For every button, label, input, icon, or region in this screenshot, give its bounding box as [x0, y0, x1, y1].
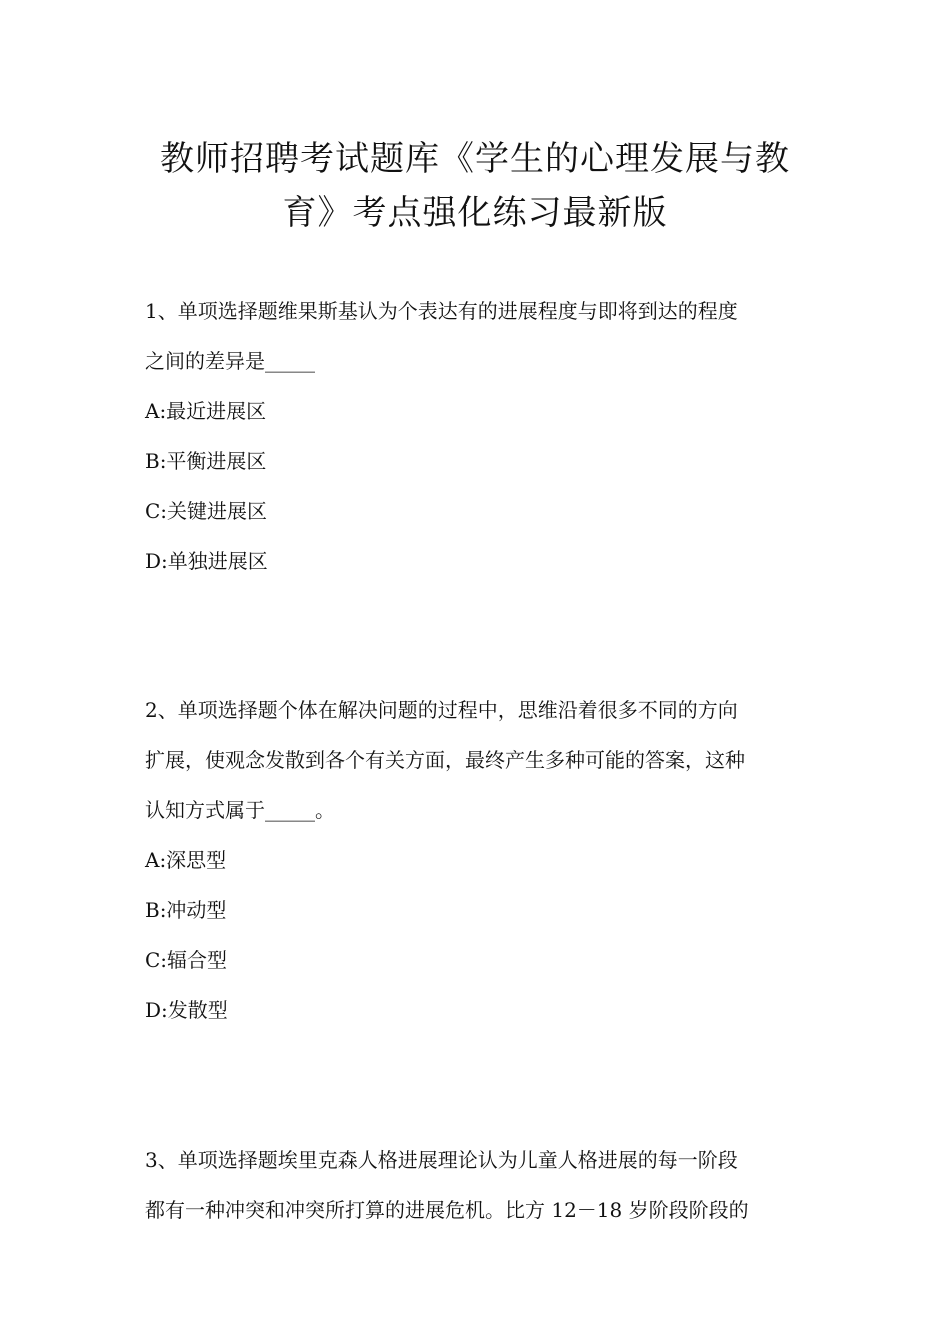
question-1: [145, 286, 815, 586]
title-line: 教师招聘考试题库《学生的心理发展与教: [160, 139, 790, 179]
option-a: A:深思型: [145, 848, 227, 872]
option-c: C:辐合型: [145, 948, 228, 972]
question-text-line: 扩展，使观念发散到各个有关方面，最终产生多种可能的答案，这种: [145, 748, 745, 772]
option-c: C:关键进展区: [145, 499, 268, 523]
question-text-line: 1、单项选择题维果斯基认为个表达有的进展程度与即将到达的程度: [145, 299, 738, 323]
option-a: A:最近进展区: [145, 399, 267, 423]
question-text-line: 都有一种冲突和冲突所打算的进展危机。比方 12－18 岁阶段阶段的: [145, 1198, 749, 1222]
option-b: B:平衡进展区: [145, 449, 267, 473]
question-text-line: 之间的差异是_____: [145, 349, 315, 373]
question-2: [145, 685, 815, 1035]
question-3: [145, 1135, 815, 1235]
option-d: D:单独进展区: [145, 549, 268, 573]
question-text-line: 认知方式属于_____。: [145, 798, 335, 822]
question-text-line: 2、单项选择题个体在解决问题的过程中，思维沿着很多不同的方向: [145, 698, 738, 722]
option-b: B:冲动型: [145, 898, 227, 922]
document-title: [120, 132, 830, 240]
option-d: D:发散型: [145, 998, 228, 1022]
title-line: 育》考点强化练习最新版: [282, 193, 668, 233]
question-text-line: 3、单项选择题埃里克森人格进展理论认为儿童人格进展的每一阶段: [145, 1148, 738, 1172]
